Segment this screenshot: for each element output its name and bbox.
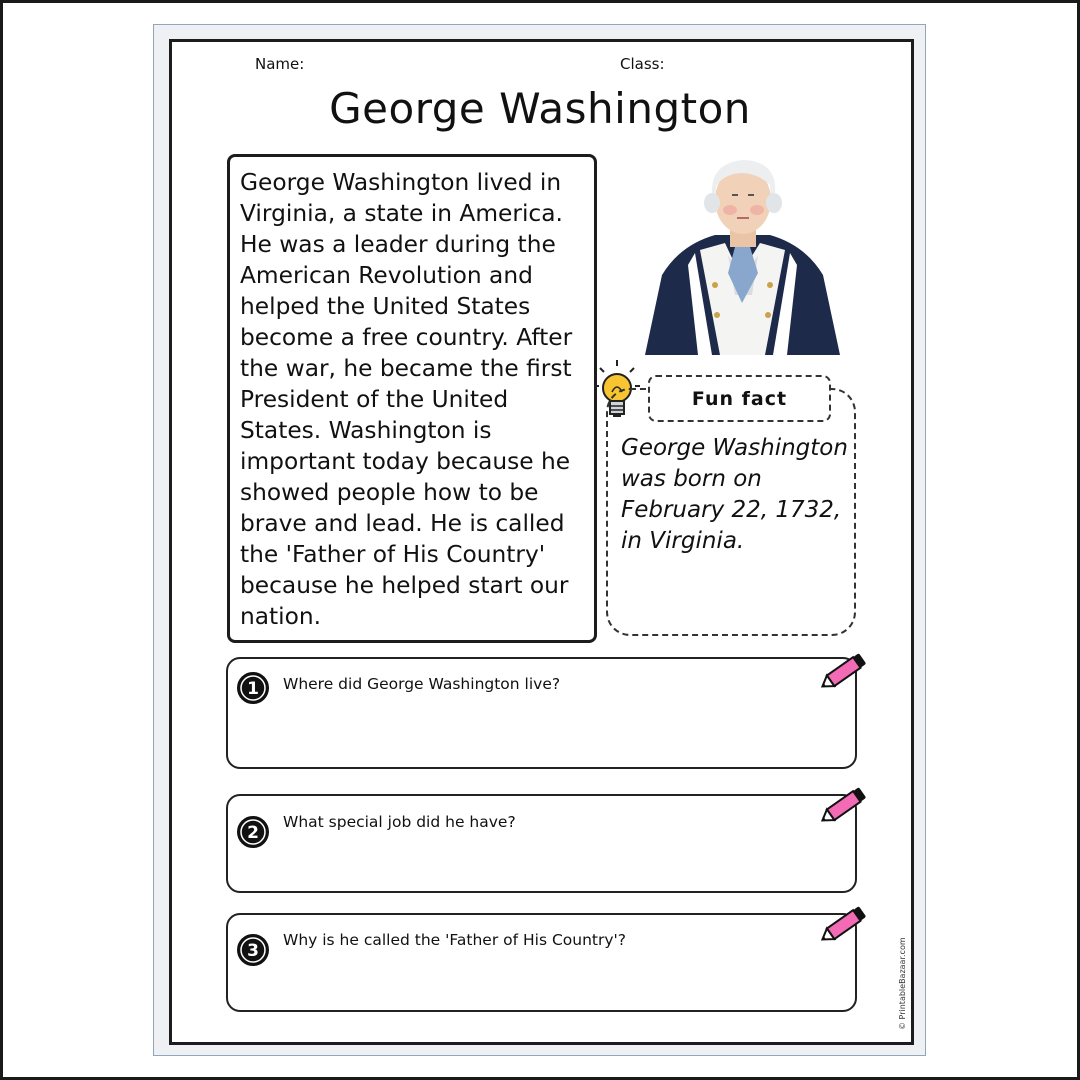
badge-number: 2 bbox=[247, 823, 259, 843]
number-badge-icon bbox=[236, 933, 270, 967]
answer-box-2[interactable] bbox=[226, 794, 857, 893]
question-text-2: What special job did he have? bbox=[283, 813, 516, 831]
pencil-icon bbox=[818, 784, 870, 828]
name-label: Name: bbox=[255, 55, 305, 73]
badge-number: 3 bbox=[247, 941, 259, 961]
question-text-3: Why is he called the 'Father of His Country'? bbox=[283, 931, 627, 949]
page-title: George Washington bbox=[329, 84, 751, 133]
portrait-illustration bbox=[640, 155, 845, 355]
pencil-icon bbox=[818, 650, 870, 694]
answer-box-1[interactable] bbox=[226, 657, 857, 769]
answer-box-3[interactable] bbox=[226, 913, 857, 1012]
question-text-1: Where did George Washington live? bbox=[283, 675, 561, 693]
pencil-icon bbox=[818, 903, 870, 947]
reading-passage: George Washington lived in Virginia, a state in America. He was a leader during the American Revolution and helped the United States become a free country. After the war, he became the first President of the United States. Washington is important today because he showed people how to be brave and lead. He is called the 'Father of His Country' because he helped start our nation. bbox=[227, 154, 597, 643]
fun-fact-label: Fun fact bbox=[648, 375, 831, 422]
number-badge-icon bbox=[236, 671, 270, 705]
fun-fact-text: George Washington was born on February 22, 1732, in Virginia. bbox=[621, 435, 848, 554]
copyright-credit: © PrintableBazaar.com bbox=[898, 937, 907, 1030]
class-label: Class: bbox=[620, 55, 665, 73]
badge-number: 1 bbox=[247, 679, 259, 699]
number-badge-icon bbox=[236, 815, 270, 849]
